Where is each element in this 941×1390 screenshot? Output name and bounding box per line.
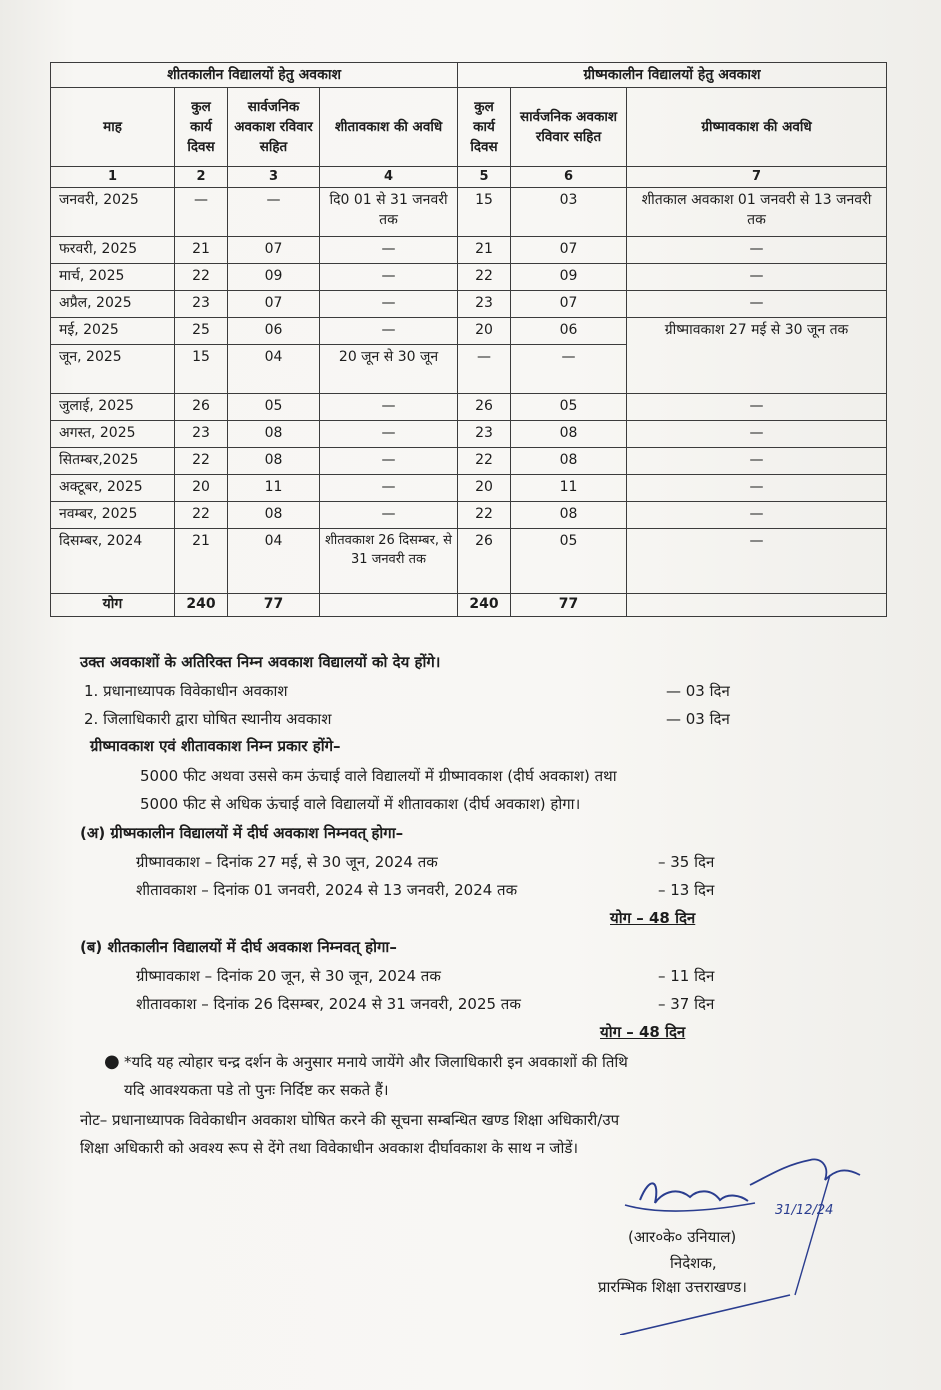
winter-holidays-cell: 11: [228, 475, 320, 502]
summer-holidays-cell: 05: [511, 529, 627, 594]
month-cell: मई, 2025: [51, 318, 175, 345]
month-cell: मार्च, 2025: [51, 264, 175, 291]
column-number: 5: [458, 167, 511, 188]
winter-days-cell: 26: [175, 394, 228, 421]
winter-vacation-cell: —: [320, 448, 458, 475]
section-a-total: योग – 48 दिन: [610, 909, 696, 927]
table-row: [51, 502, 887, 529]
winter-days-cell: 22: [175, 502, 228, 529]
winter-days-cell: 15: [175, 345, 228, 394]
summer-holidays-cell: 11: [511, 475, 627, 502]
winter-vacation-cell: —: [320, 291, 458, 318]
summer-days-cell: 21: [458, 237, 511, 264]
signatory-department: प्रारम्भिक शिक्षा उत्तराखण्ड।: [598, 1278, 747, 1296]
section-a-heading: (अ) ग्रीष्मकालीन विद्यालयों में दीर्घ अवकाश निम्नवत् होगा–: [80, 824, 404, 842]
holiday-calendar-table: [50, 62, 887, 617]
summer-days-cell: 20: [458, 318, 511, 345]
summer-holidays-cell: 05: [511, 394, 627, 421]
table-row: [51, 421, 887, 448]
signatory-designation: निदेशक,: [670, 1254, 717, 1272]
total-label: योग: [51, 594, 175, 617]
signature-block: [598, 1145, 880, 1335]
table-row: [51, 264, 887, 291]
summer-holidays-cell: 03: [511, 188, 627, 237]
month-cell: अक्टूबर, 2025: [51, 475, 175, 502]
column-number: 3: [228, 167, 320, 188]
table-row: [51, 475, 887, 502]
total-empty-cell: [320, 594, 458, 617]
winter-days-cell: —: [175, 188, 228, 237]
total-summer-days: 240: [458, 594, 511, 617]
section-b-line-1: ग्रीष्मावकाश – दिनांक 20 जून, से 30 जून, 2024 तक: [136, 967, 441, 985]
festival-note-line-2: यदि आवश्यकता पडे तो पुनः निर्दिष्ट कर सकते हैं।: [124, 1081, 389, 1099]
month-cell: अगस्त, 2025: [51, 421, 175, 448]
header-summer-total-days: कुल कार्य दिवस: [458, 88, 511, 167]
month-cell: नवम्बर, 2025: [51, 502, 175, 529]
note-line-1: नोट– प्रधानाध्यापक विवेकाधीन अवकाश घोषित करने की सूचना सम्बन्धित खण्ड शिक्षा अधिकारी/उप: [80, 1111, 620, 1129]
winter-days-cell: 22: [175, 264, 228, 291]
total-winter-days: 240: [175, 594, 228, 617]
winter-holidays-cell: —: [228, 188, 320, 237]
summer-days-cell: 23: [458, 291, 511, 318]
table-row: [51, 529, 887, 594]
month-cell: सितम्बर,2025: [51, 448, 175, 475]
winter-vacation-cell: —: [320, 502, 458, 529]
table-row: [51, 291, 887, 318]
section-b-line-1-value: – 11 दिन: [658, 967, 715, 985]
summer-holidays-cell: 07: [511, 237, 627, 264]
section-b-total: योग – 48 दिन: [600, 1023, 686, 1041]
signatory-name: (आर०के० उनियाल): [628, 1228, 737, 1246]
month-cell: अप्रैल, 2025: [51, 291, 175, 318]
total-winter-holidays: 77: [228, 594, 320, 617]
vacation-heading: ग्रीष्मावकाश एवं शीतावकाश निम्न प्रकार होंगे–: [90, 737, 341, 755]
winter-days-cell: 21: [175, 529, 228, 594]
section-b-line-2-value: – 37 दिन: [658, 995, 715, 1013]
winter-holidays-cell: 07: [228, 237, 320, 264]
signature-date: 31/12/24: [775, 1203, 834, 1218]
column-number: 4: [320, 167, 458, 188]
table-row: [51, 237, 887, 264]
summer-vacation-cell: —: [627, 475, 887, 502]
header-summer-vacation-period: ग्रीष्मावकाश की अवधि: [627, 88, 887, 167]
month-cell: फरवरी, 2025: [51, 237, 175, 264]
bullet-icon: ●: [104, 1051, 120, 1072]
header-winter-vacation-period: शीतावकाश की अवधि: [320, 88, 458, 167]
summer-holidays-cell: 08: [511, 421, 627, 448]
total-empty-cell: [627, 594, 887, 617]
summer-holidays-cell: 06: [511, 318, 627, 345]
winter-days-cell: 23: [175, 291, 228, 318]
winter-vacation-cell: 20 जून से 30 जून: [320, 345, 458, 394]
summer-days-cell: 15: [458, 188, 511, 237]
section-a-line-2-value: – 13 दिन: [658, 881, 715, 899]
winter-days-cell: 22: [175, 448, 228, 475]
table-row: [51, 394, 887, 421]
summer-days-cell: 23: [458, 421, 511, 448]
summer-days-cell: 22: [458, 502, 511, 529]
summer-days-cell: 20: [458, 475, 511, 502]
summer-vacation-cell: —: [627, 421, 887, 448]
winter-holidays-cell: 05: [228, 394, 320, 421]
header-summer-public-holidays: सार्वजनिक अवकाश रविवार सहित: [511, 88, 627, 167]
table-row: [51, 188, 887, 237]
header-winter-public-holidays: सार्वजनिक अवकाश रविवार सहित: [228, 88, 320, 167]
column-number: 7: [627, 167, 887, 188]
winter-holidays-cell: 04: [228, 345, 320, 394]
column-number: 1: [51, 167, 175, 188]
month-cell: दिसम्बर, 2024: [51, 529, 175, 594]
winter-days-cell: 23: [175, 421, 228, 448]
winter-holidays-cell: 08: [228, 502, 320, 529]
header-winter-total-days: कुल कार्य दिवस: [175, 88, 228, 167]
summer-vacation-cell: —: [627, 394, 887, 421]
section-a-line-1-value: – 35 दिन: [658, 853, 715, 871]
summer-holidays-cell: 09: [511, 264, 627, 291]
header-month: माह: [51, 88, 175, 167]
festival-note-line-1: [104, 1051, 628, 1072]
winter-vacation-cell: —: [320, 237, 458, 264]
note-line-2: शिक्षा अधिकारी को अवश्य रूप से देंगे तथा विवेकाधीन अवकाश दीर्घावकाश के साथ न जोडें।: [80, 1139, 579, 1157]
extra-holiday-item-1-value: — 03 दिन: [666, 682, 730, 700]
summer-vacation-cell: ग्रीष्मावकाश 27 मई से 30 जून तक: [627, 318, 887, 394]
summer-vacation-cell: —: [627, 264, 887, 291]
notes-intro: उक्त अवकाशों के अतिरिक्त निम्न अवकाश विद्यालयों को देय होंगे।: [80, 653, 441, 671]
winter-holidays-cell: 08: [228, 421, 320, 448]
table-row: [51, 318, 887, 345]
winter-section-title: शीतकालीन विद्यालयों हेतु अवकाश: [51, 63, 458, 88]
winter-holidays-cell: 09: [228, 264, 320, 291]
summer-holidays-cell: 08: [511, 502, 627, 529]
section-b-heading: (ब) शीतकालीन विद्यालयों में दीर्घ अवकाश निम्नवत् होगा–: [80, 938, 397, 956]
summer-section-title: ग्रीष्मकालीन विद्यालयों हेतु अवकाश: [458, 63, 887, 88]
column-number: 6: [511, 167, 627, 188]
summer-vacation-cell: —: [627, 237, 887, 264]
month-cell: जून, 2025: [51, 345, 175, 394]
winter-vacation-cell: —: [320, 421, 458, 448]
vacation-rule-line-2: 5000 फीट से अधिक ऊंचाई वाले विद्यालयों में शीतावकाश (दीर्घ अवकाश) होगा।: [140, 795, 581, 813]
winter-vacation-cell: दि0 01 से 31 जनवरी तक: [320, 188, 458, 237]
table-row: [51, 448, 887, 475]
column-number-row: [51, 167, 887, 188]
section-a-line-2: शीतावकाश – दिनांक 01 जनवरी, 2024 से 13 जनवरी, 2024 तक: [136, 881, 518, 899]
summer-days-cell: 26: [458, 529, 511, 594]
extra-holiday-item-2: 2. जिलाधिकारी द्वारा घोषित स्थानीय अवकाश: [84, 710, 332, 728]
winter-vacation-cell: —: [320, 475, 458, 502]
summer-vacation-cell: —: [627, 502, 887, 529]
winter-holidays-cell: 08: [228, 448, 320, 475]
winter-vacation-cell: शीतवकाश 26 दिसम्बर, से 31 जनवरी तक: [320, 529, 458, 594]
winter-days-cell: 20: [175, 475, 228, 502]
summer-vacation-cell: —: [627, 291, 887, 318]
total-summer-holidays: 77: [511, 594, 627, 617]
winter-holidays-cell: 06: [228, 318, 320, 345]
section-b-line-2: शीतावकाश – दिनांक 26 दिसम्बर, 2024 से 31 जनवरी, 2025 तक: [136, 995, 521, 1013]
extra-holiday-item-2-value: — 03 दिन: [666, 710, 730, 728]
month-cell: जनवरी, 2025: [51, 188, 175, 237]
summer-days-cell: 26: [458, 394, 511, 421]
summer-holidays-cell: 07: [511, 291, 627, 318]
total-row: [51, 594, 887, 617]
summer-days-cell: 22: [458, 448, 511, 475]
summer-vacation-cell: —: [627, 448, 887, 475]
summer-days-cell: —: [458, 345, 511, 394]
summer-vacation-cell: शीतकाल अवकाश 01 जनवरी से 13 जनवरी तक: [627, 188, 887, 237]
summer-vacation-cell: —: [627, 529, 887, 594]
winter-holidays-cell: 04: [228, 529, 320, 594]
month-cell: जुलाई, 2025: [51, 394, 175, 421]
vacation-rule-line-1: 5000 फीट अथवा उससे कम ऊंचाई वाले विद्यालयों में ग्रीष्मावकाश (दीर्घ अवकाश) तथा: [140, 767, 617, 785]
section-a-line-1: ग्रीष्मावकाश – दिनांक 27 मई, से 30 जून, 2024 तक: [136, 853, 438, 871]
winter-days-cell: 25: [175, 318, 228, 345]
summer-holidays-cell: 08: [511, 448, 627, 475]
winter-vacation-cell: —: [320, 318, 458, 345]
winter-days-cell: 21: [175, 237, 228, 264]
winter-vacation-cell: —: [320, 394, 458, 421]
summer-holidays-cell: —: [511, 345, 627, 394]
winter-holidays-cell: 07: [228, 291, 320, 318]
column-number: 2: [175, 167, 228, 188]
extra-holiday-item-1: 1. प्रधानाध्यापक विवेकाधीन अवकाश: [84, 682, 288, 700]
festival-note-text-1: *यदि यह त्योहार चन्द्र दर्शन के अनुसार मनाये जायेंगे और जिलाधिकारी इन अवकाशों की तिथि: [124, 1053, 628, 1071]
summer-days-cell: 22: [458, 264, 511, 291]
winter-vacation-cell: —: [320, 264, 458, 291]
